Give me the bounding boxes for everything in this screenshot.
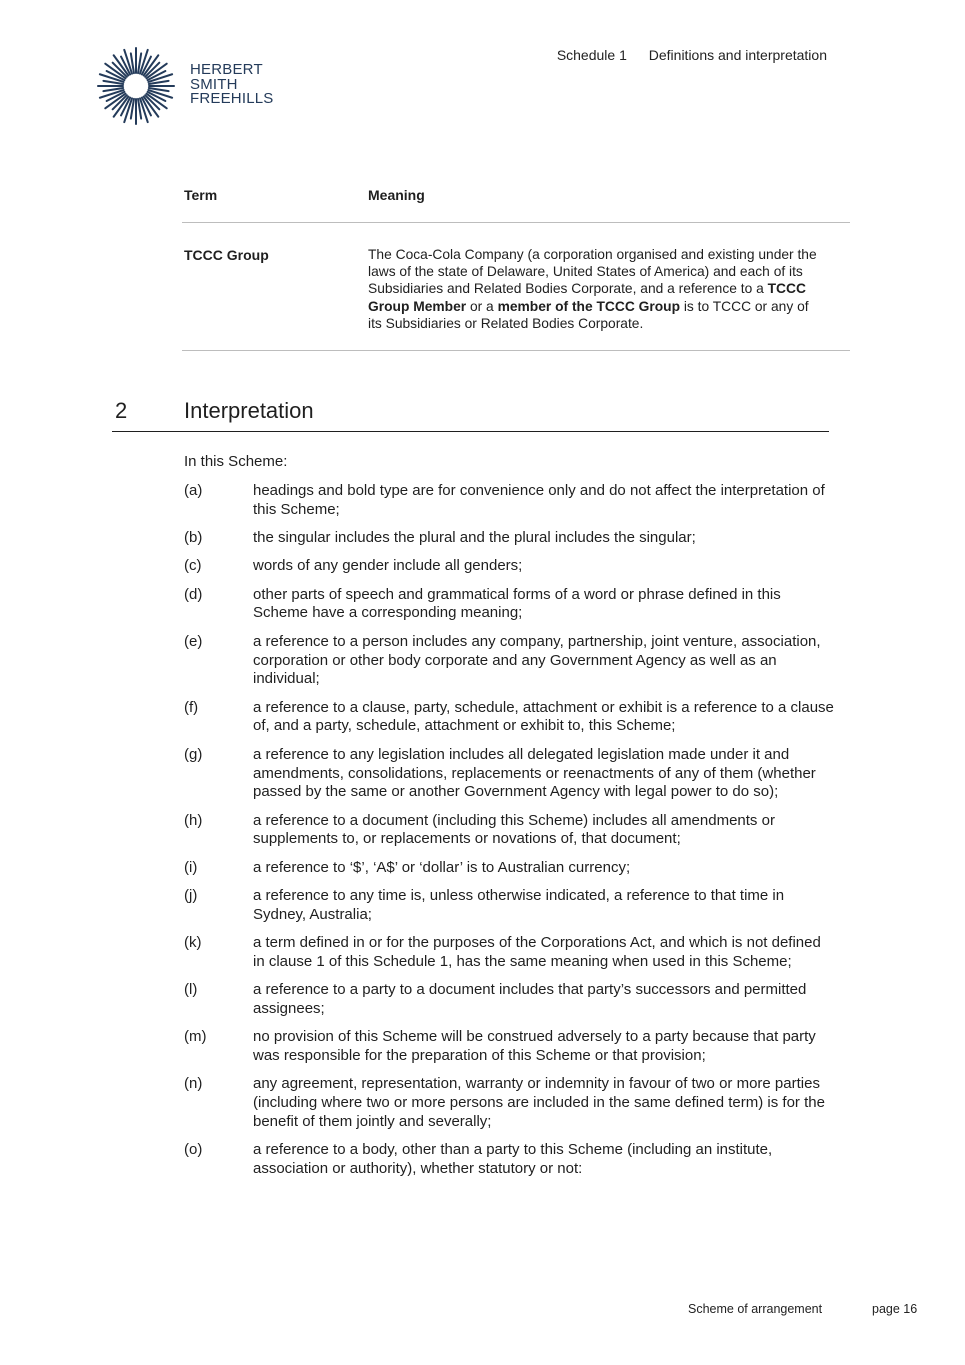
meaning-text: The Coca-Cola Company (a corporation organised and existing under the laws of the state of Delaware, United States of America) and each of its Subsidiaries and Related Bodies Corporate, and a reference to a — [368, 247, 817, 297]
clause-label: (l) — [184, 981, 198, 999]
definitions-table — [182, 184, 850, 351]
clause-text: words of any gender include all genders; — [253, 557, 523, 575]
clause-item — [184, 887, 834, 925]
clause-text: a reference to ‘$’, ‘A$’ or ‘dollar’ is to Australian currency; — [253, 858, 631, 876]
defined-term-bold: TCCC Group Member — [368, 281, 806, 314]
clause-item — [184, 699, 834, 737]
clause-text: a term defined in or for the purposes of the Corporations Act, and which is not defined in clause 1 of this Schedule 1, has the same meaning when used in this Scheme; — [253, 934, 821, 970]
clause-item — [184, 586, 834, 624]
clause-text: a reference to any time is, unless otherwise indicated, a reference to that time in Sydney, Australia; — [253, 887, 785, 923]
section-heading — [112, 398, 829, 432]
clause-item — [184, 1075, 834, 1131]
clause-label: (g) — [184, 745, 203, 763]
clause-label: (m) — [184, 1028, 207, 1046]
definition-meaning — [368, 246, 826, 332]
definition-row — [182, 223, 850, 351]
clause-label: (b) — [184, 529, 203, 547]
page-header — [557, 47, 827, 63]
sunburst-logo-icon — [96, 46, 176, 126]
clause-text: a reference to a body, other than a party to this Scheme (including an institute, association or authority), whether statutory or not: — [253, 1141, 773, 1178]
clause-label: (h) — [184, 811, 203, 829]
logo-wordmark — [190, 63, 274, 107]
clause-item — [184, 1141, 834, 1179]
column-header-term: Term — [184, 187, 218, 203]
schedule-title: Definitions and interpretation — [648, 47, 827, 63]
section-intro: In this Scheme: — [184, 453, 288, 470]
clause-text: headings and bold type are for convenience only and do not affect the interpretation of this Scheme; — [253, 482, 825, 518]
clause-label: (k) — [184, 934, 202, 952]
logo-line: SMITH — [190, 75, 238, 93]
column-header-meaning: Meaning — [368, 187, 425, 203]
clause-item — [184, 934, 834, 972]
clause-label: (c) — [184, 557, 202, 575]
clause-item — [184, 529, 834, 548]
clause-item — [184, 482, 834, 520]
footer-document-title: Scheme of arrangement — [688, 1302, 823, 1316]
clause-label: (i) — [184, 858, 198, 876]
footer-page-number: page 16 — [872, 1302, 918, 1316]
schedule-label: Schedule 1 — [556, 47, 627, 63]
clause-text: no provision of this Scheme will be construed adversely to a party because that party was responsible for the preparation of this Scheme or that provision; — [253, 1028, 816, 1065]
company-logo — [96, 46, 286, 128]
clause-text: a reference to a clause, party, schedule, attachment or exhibit is a reference to a clause of, and a party, schedule, attachment or exhibit to, this Scheme; — [253, 698, 834, 735]
clause-item — [184, 557, 834, 576]
clause-text: any agreement, representation, warranty or indemnity in favour of two or more parties (including where two or more persons are included in the same defined term) is for the benefit of them jointly and severally; — [253, 1075, 825, 1131]
clause-item — [184, 1028, 834, 1066]
clause-text: a reference to a document (including this Scheme) includes all amendments or supplements to, or replacements or novations of, that document; — [253, 811, 775, 848]
clause-text: the singular includes the plural and the plural includes the singular; — [253, 529, 696, 547]
clause-text: other parts of speech and grammatical forms of a word or phrase defined in this Scheme have a corresponding meaning; — [253, 585, 781, 622]
clause-text: a reference to a person includes any company, partnership, joint venture, association, corporation or other body corporate and any Government Agency as well as an individual; — [253, 632, 821, 688]
clause-item — [184, 746, 834, 802]
meaning-text: or a — [466, 298, 498, 314]
section-title: Interpretation — [184, 398, 314, 423]
clause-list — [184, 482, 834, 1188]
clause-label: (f) — [184, 698, 199, 716]
clause-text: a reference to a party to a document includes that party’s successors and permitted assignees; — [253, 981, 807, 1018]
clause-item — [184, 633, 834, 689]
clause-label: (e) — [184, 632, 203, 650]
clause-item — [184, 812, 834, 850]
clause-label: (d) — [184, 585, 203, 603]
definitions-table-header — [182, 184, 850, 223]
clause-label: (n) — [184, 1075, 203, 1093]
clause-item — [184, 981, 834, 1019]
logo-line: FREEHILLS — [190, 90, 274, 107]
clause-label: (a) — [184, 482, 203, 499]
defined-term-bold: member of the TCCC Group — [497, 298, 681, 314]
clause-label: (j) — [184, 887, 198, 905]
clause-label: (o) — [184, 1141, 203, 1159]
section-number: 2 — [115, 398, 128, 423]
clause-text: a reference to any legislation includes all delegated legislation made under it and amendments, consolidations, replacements or reenactments of any of them (whether passed by the same or another Government Agency with legal power to do so); — [253, 745, 816, 801]
definition-term: TCCC Group — [184, 247, 269, 263]
clause-item — [184, 859, 834, 878]
logo-line: HERBERT — [190, 61, 263, 78]
meaning-text: is to TCCC or any of its Subsidiaries or Related Bodies Corporate. — [368, 298, 809, 331]
